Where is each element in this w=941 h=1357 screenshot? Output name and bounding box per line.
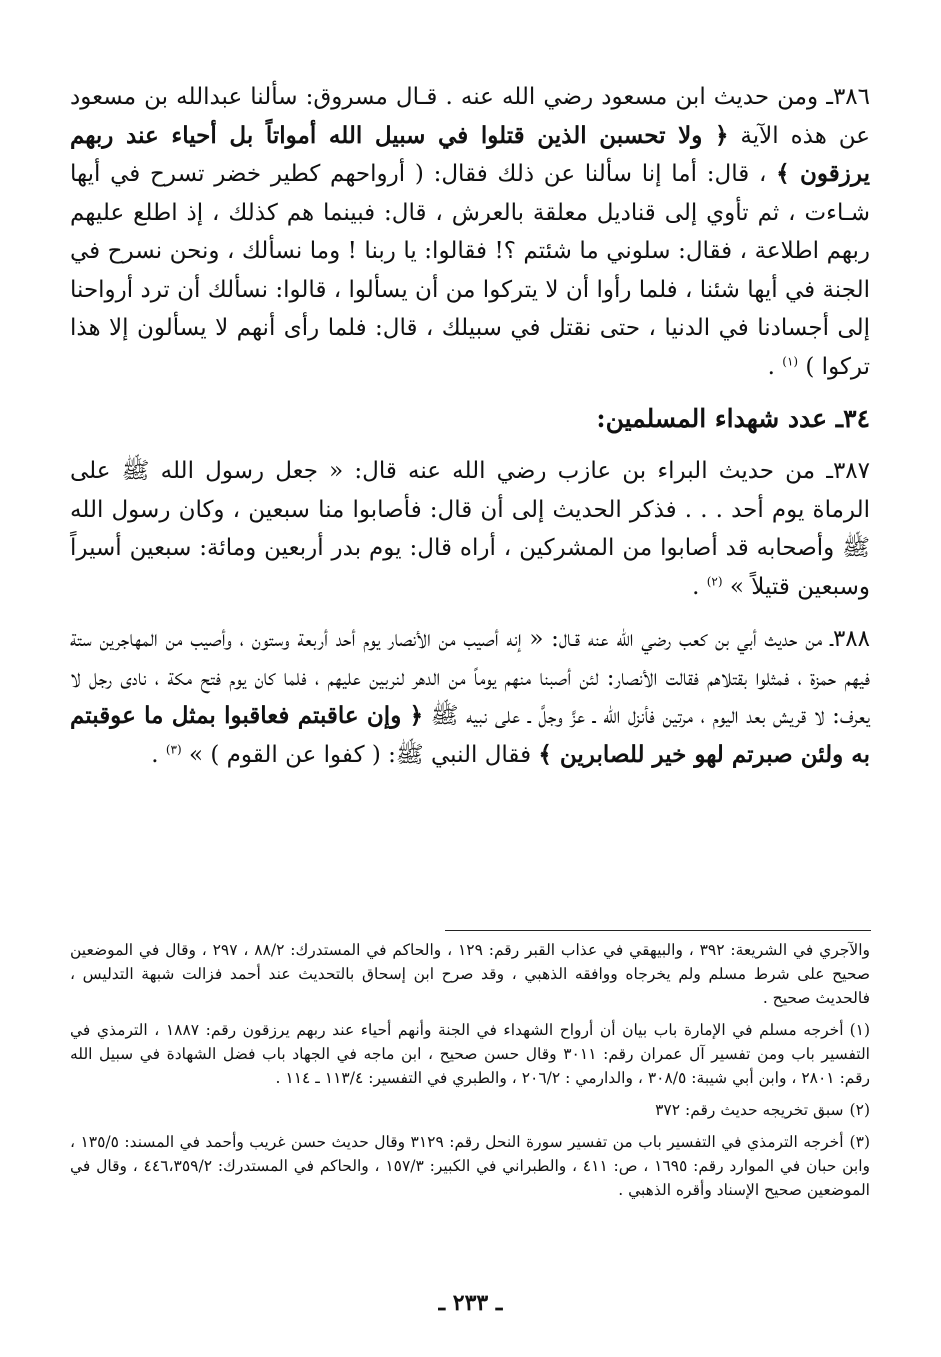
footnote-divider bbox=[445, 930, 871, 931]
footnote-mark: (٢) bbox=[849, 1101, 870, 1119]
footnote-3 bbox=[70, 1130, 870, 1202]
hadith-388 bbox=[70, 620, 870, 774]
footnote-mark: (١) bbox=[849, 1021, 871, 1039]
footnotes bbox=[70, 938, 870, 1210]
footnote-continuation: والآجري في الشريعة: ٣٩٢ ، والبيهقي في عذاب القبر رقم: ١٢٩ ، والحاكم في المستدرك: ٨٨/٢ ، ٢٩٧ ، وقال في الموضعين صحيح على شرط مسلم ولم يخرجاه ووافقه الذهبي ، وقد صرح ابن إسحاق بالتحديث عند أحمد فزالت شبهة التدليس ، فالحديث صحيح . bbox=[70, 941, 870, 1007]
hadith-number: ٣٨٨ـ bbox=[830, 626, 870, 652]
section-heading: ٣٤ـ عدد شهداء المسلمين: bbox=[596, 404, 870, 433]
main-text bbox=[70, 78, 870, 788]
hadith-text: ومن حديث ابن مسعود رضي الله عنه . قـال مسروق: سألنا عبدالله بن مسعود عن هذه الآية bbox=[70, 84, 870, 149]
hadith-386 bbox=[70, 78, 870, 386]
hadith-text: من حديث البراء بن عازب رضي الله عنه قال: « جعل رسول الله ﷺ على الرماة يوم أحد . . . فذكر الحديث إلى أن قال: فأصابوا منا سبعين ، وكان رسول الله ﷺ وأصحابه قد أصابوا من المشركين ، أراه قال: يوم بدر أربعين ومائة: سبعين أسيراً وسبعين قتيلاً » bbox=[70, 458, 870, 600]
hadith-number: ٣٨٧ـ bbox=[826, 458, 870, 484]
end-mark: . bbox=[692, 573, 700, 600]
footnote-2 bbox=[70, 1098, 870, 1122]
hadith-387 bbox=[70, 452, 870, 606]
footnote-ref: (٣) bbox=[165, 741, 182, 756]
hadith-text: ، قال: أما إنا سألنا عن ذلك فقال: ( أرواحهم كطير خضر تسرح في أيها شـاءت ، ثم تأوي إلى قناديل معلقة بالعرش ، قال: فبينما هم كذلك ، إذ اطلع عليهم ربهم اطلاعة ، فقال: سلوني ما شئتم ؟! فقالوا: يا ربنا ! وما نسألك ، ونحن نسرح في الجنة في أيها شئنا ، فلما رأوا أن لا يتركوا من أن يسألوا ، قالوا: نسألك أن ترد أرواحنا إلى أجسادنا في الدنيا ، حتى نقتل في سبيلك ، قال: فلما رأى أنهم لا يسألون إلا هذا تركوا ) bbox=[70, 161, 870, 380]
footnote-1 bbox=[70, 1018, 870, 1090]
footnote-ref: (٢) bbox=[706, 573, 723, 588]
footnote-text: أخرجه مسلم في الإمارة باب بيان أن أرواح الشهداء في الجنة وأنهم أحياء عند ربهم يرزقون رقم: ١٨٨٧ ، الترمذي في التفسير باب ومن تفسير آل عمران رقم: ٣٠١١ وقال حسن صحيح ، ابن ماجه في الجهاد باب فضل الشهادة في سبيل الله رقم: ٢٨٠١ ، وابن أبي شيبة: ٣٠٨/٥ ، والدارمي : ٢٠٦/٢ ، والطبري في التفسير: ١١٣/٤ ـ ١١٤ . bbox=[70, 1021, 870, 1087]
footnote-ref: (١) bbox=[782, 353, 799, 368]
footnote-mark: (٣) bbox=[849, 1133, 870, 1151]
quran-verse: ﴿ وإن عاقبتم فعاقبوا بمثل ما عوقبتم به ولئن صبرتم لهو خير للصابرين ﴾ bbox=[70, 702, 870, 768]
page-number: ـ ٢٣٣ ـ bbox=[438, 1290, 503, 1316]
footnote-text: سبق تخريجه حديث رقم: ٣٧٢ bbox=[655, 1101, 844, 1119]
hadith-text: من حديث أبي بن كعب رضي الله عنه قـال: « إنه أصيب من الأنصار يوم أحد أربعة وستون ، وأصيب من المهاجرين ستة فيهم حمزة ، فمثلوا بقتلاهم فقالت الأنصار: لئن أصبنا منهم يوماً من الدهر لنربين عليهم ، فلما كان يوم فتح مكة ، نادى رجل لا يعرف: لا قريش بعد اليوم ، مرتين فأنزل الله ـ عزَّ وجلَّ ـ على نبيه ﷺ bbox=[70, 626, 870, 729]
end-mark: . bbox=[151, 741, 159, 768]
footnote-text: أخرجه الترمذي في التفسير باب من تفسير سورة النحل رقم: ٣١٢٩ وقال حديث حسن غريب وأحمد في المسند: ١٣٥/٥ ، وابن حبان في الموارد رقم: ١٦٩٥ ، ص: ٤١١ ، والطبراني في الكبير: ١٥٧/٣ ، والحاكم في المستدرك: ٤٤٦،٣٥٩/٢ ، وقال في الموضعين صحيح الإسناد وأقره الذهبي . bbox=[70, 1133, 870, 1199]
end-mark: . bbox=[767, 353, 775, 380]
hadith-number: ٣٨٦ـ bbox=[826, 84, 870, 110]
hadith-text: فقال النبي ﷺ: ( كفوا عن القوم ) » bbox=[188, 741, 532, 768]
quran-verse: ﴿ ولا تحسبن الذين قتلوا في سبيل الله أمواتاً بل أحياء عند ربهم يرزقون ﴾ bbox=[70, 121, 871, 187]
